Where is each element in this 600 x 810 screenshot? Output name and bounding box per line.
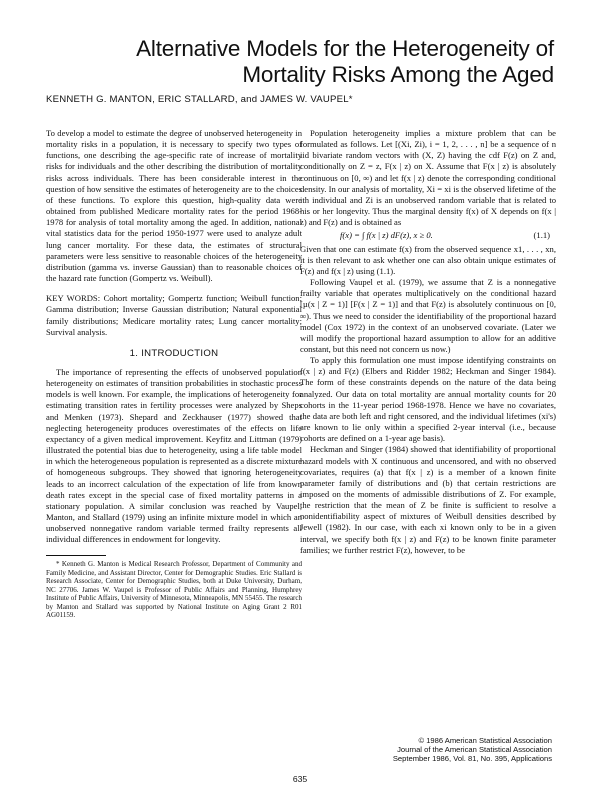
body-paragraph-5: Heckman and Singer (1984) showed that identifiability of proportional hazard models with X continuous and uncensored, and with no observed covariates, requires (a) that f(x | z) is a member of a known finite parameter family of distributions and (b) that certain restrictions are imposed on the moments of admissible distributions of Z. For example, the restriction that the mean of Z be finite is sufficient to resolve a nonidentifiability aspect of mixtures of Weibull densities described by Jewell (1982). In our case, with each xi known only to be in a given interval, we specify both f(x | z) and F(z) to be known finite parameter families; we further restrict F(z), however, to be [300, 444, 556, 555]
section-heading-introduction: 1. INTRODUCTION [129, 347, 219, 359]
page-number: 635 [292, 774, 308, 784]
keywords: KEY WORDS: Cohort mortality; Gompertz function; Weibull function; Gamma distribution; Inverse Gaussian distribution; Natural exponential family distributions; Medicare mortality rates; Lung cancer mortality; Survival analysis. [46, 293, 302, 337]
footnote-divider [46, 555, 106, 556]
author-list: KENNETH G. MANTON, ERIC STALLARD, and JAMES W. VAUPEL* [46, 94, 353, 105]
issue-info: September 1986, Vol. 81, No. 395, Applications [392, 754, 552, 763]
spacer [46, 284, 302, 293]
body-paragraph-3: Following Vaupel et al. (1979), we assume that Z is a nonnegative frailty variable that operates multiplicatively on the conditional hazard [µ(x | Z = 1)] [F(x | Z = 1)] and that F(z) is absolutely continuous on [0, ∞). Thus we need to consider the identifiability of the proportional hazard model (Cox 1972) in the context of an unobserved covariate. (Later we will modify the proportional hazard assumption to allow for an additive constant, but this need not concern us now.) [300, 277, 556, 354]
title-line-1: Alternative Models for the Heterogeneity of [136, 36, 554, 61]
equation-text: f(x) = ∫ f(x | z) dF(z), x ≥ 0. [340, 230, 433, 241]
author-footnote: * Kenneth G. Manton is Medical Research Professor, Department of Community and Family Medicine, and Assistant Director, Center for Demographic Studies. Eric Stallard is Research Associate, Center for Demographic Studies, both at Duke University, Durham, NC 27706. James W. Vaupel is Professor of Public Affairs and Planning, Humphrey Institute of Public Affairs, University of Minnesota, Minneapolis, MN 55455. The research by Manton and Stallard was supported by National Institute on Aging Grant 2 R01 AG01159. [46, 560, 302, 619]
abstract: To develop a model to estimate the degree of unobserved heterogeneity in mortality risks in a population, it is necessary to specify two types of functions, one describing the age-specific rate of increase of mortality risks for individuals and the other describing the distribution of mortality risks across individuals. There has been considerable interest in the question of how sensitive the estimates of heterogeneity are to the choices of these functions. To explore this question, high-quality data were obtained from published Medicare mortality rates for the period 1968-1978 for analysis of total mortality among the aged. In addition, national vital statistics data for the period 1950-1977 were used to analyze adult lung cancer mortality. For these data, the estimates of structural parameters were less sensitive to reasonable choices of the heterogeneity distribution (gamma vs. inverse Gaussian) than to reasonable choices of the hazard rate function (Gompertz vs. Weibull). [46, 128, 302, 284]
body-paragraph-1: Population heterogeneity implies a mixture problem that can be formulated as follows. Let [(Xi, Zi), i = 1, 2, . . . , n] be a sequence of n iid bivariate random vectors with (X, Z) having the cdf F(z) on Z and, conditionally on Z = z, F(x | z) on X. Assume that F(x | z) is absolutely continuous on [0, ∞) and let f(x | z) denote the corresponding conditional density. In our analysis of mortality, Xi = xi is the observed lifetime of the ith individual and Zi is an unobserved random variable that is related to his or her longevity. Thus the marginal density f(x) of X depends on f(x | z) and F(z) and is obtained as [300, 128, 556, 228]
equation-number: (1.1) [533, 230, 550, 241]
article-title [34, 36, 554, 88]
left-column [46, 128, 302, 619]
right-column [300, 128, 556, 556]
body-paragraph-4: To apply this formulation one must impose identifying constraints on f(x | z) and F(z) (Elbers and Ridder 1982; Heckman and Singer 1984). The form of these constraints depends on the nature of the data being analyzed. Our data on total mortality are annual mortality counts for 20 cohorts in the 11-year period 1968-1978. Hence we have no covariates, the data are both left and right censored, and the individual lifetimes (xi's) are known to lie only within a specified 2-year interval (i.e., because cohorts are defined on a 1-year age basis). [300, 355, 556, 444]
copyright-block [393, 736, 552, 763]
equation-1-1 [300, 228, 556, 243]
body-paragraph-2: Given that one can estimate f(x) from the observed sequence x1, . . . , xn, it is then relevant to ask whether one can also obtain unique estimates of F(z) and f(x | z) using (1.1). [300, 243, 556, 276]
title-line-2: Mortality Risks Among the Aged [242, 62, 554, 87]
introduction-paragraph: The importance of representing the effects of unobserved population heterogeneity on estimates of transition probabilities in stochastic process models is well known. For example, the implications of heterogeneity for estimating transition rates in fertility processes were analyzed by Sheps and Menken (1973). Shepard and Zeckhauser (1977) showed that neglecting heterogeneity produces overestimates of the effects on life expectancy of a given medical improvement. Keyfitz and Littman (1979) illustrated the potential bias due to heterogeneity, using a life table model in which the heterogeneous population is represented as a discrete mixture of homogeneous subgroups. They showed that ignoring heterogeneity leads to an incorrect calculation of the expectation of life from known death rates except in the special case of fixed mortality patterns in a stationary population. A similar conclusion was reached by Vaupel, Manton, and Stallard (1979) using an infinite mixture model in which an unobserved nonnegative random variable termed frailty represents all individual differences in endowment for longevity. [46, 366, 302, 545]
copyright-line: © 1986 American Statistical Association [418, 736, 552, 745]
journal-name: Journal of the American Statistical Association [397, 745, 552, 754]
